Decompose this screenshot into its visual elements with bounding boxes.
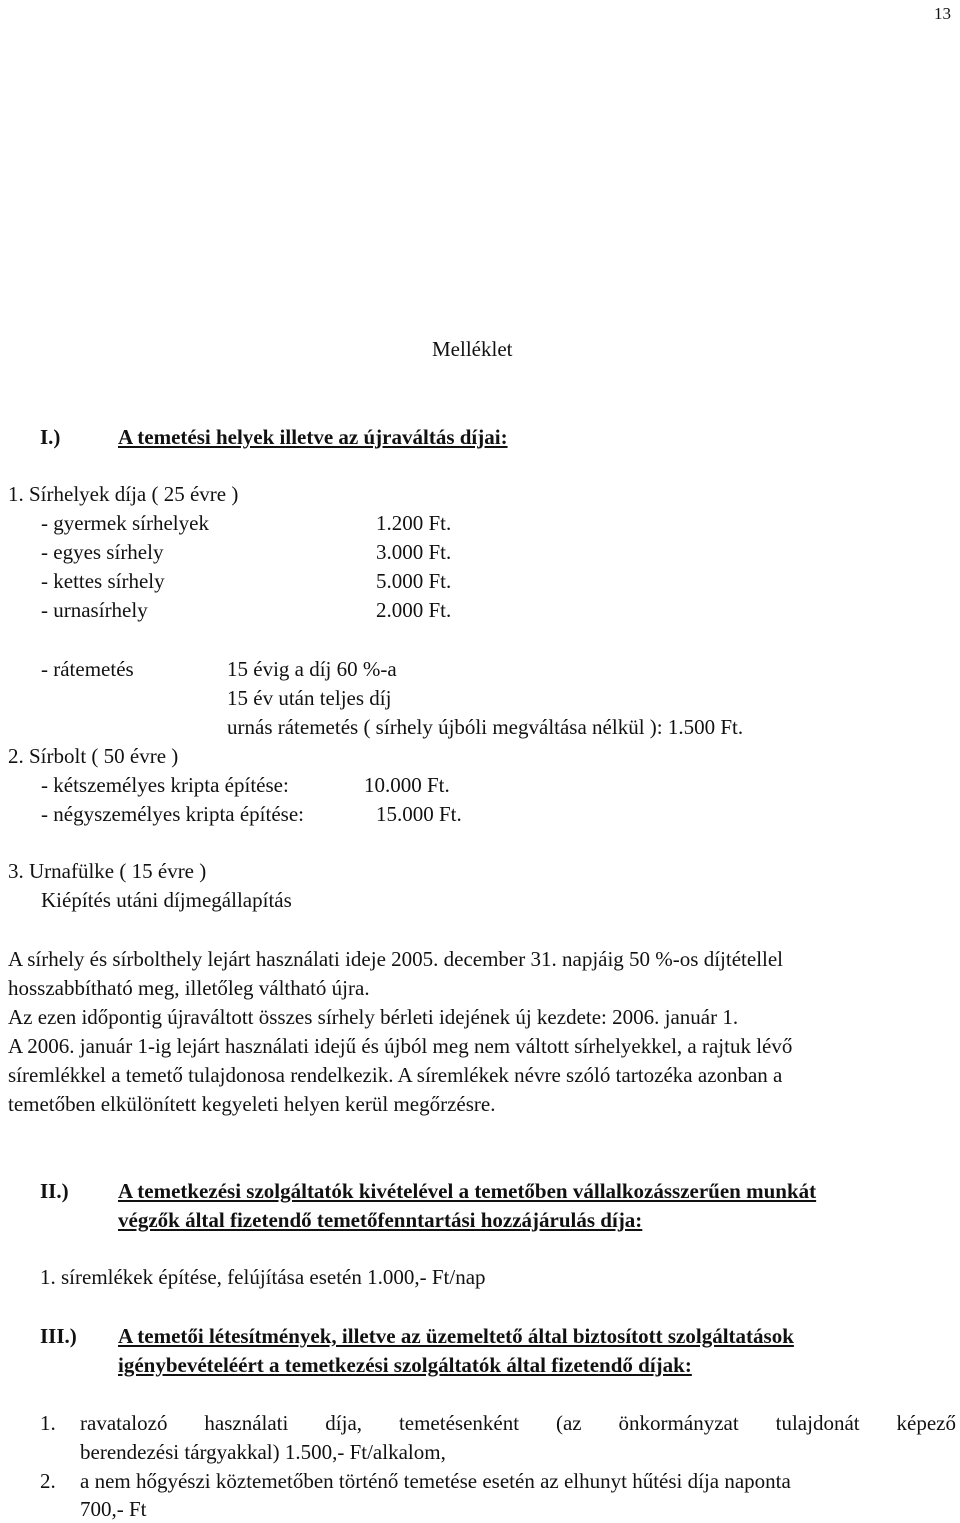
kripta-value: 15.000 Ft. [376, 802, 462, 826]
ratemetes-line: 15 év után teljes díj [227, 686, 392, 710]
section-3-item-number: 2. [40, 1469, 56, 1493]
item-3-subtitle: Kiépítés utáni díjmegállapítás [41, 888, 292, 912]
section-3-item-line: berendezési tárgyakkal) 1.500,- Ft/alkalom, [80, 1440, 446, 1464]
section-3-heading: A temetői létesítmények, illetve az üzemeltető által biztosított szolgáltatások [118, 1324, 794, 1348]
price-value: 1.200 Ft. [376, 511, 452, 535]
section-3-item-line: ravatalozó használati díja, temetésenként (az önkormányzat tulajdonát képező [80, 1411, 956, 1435]
price-label: - gyermek sírhelyek [41, 511, 209, 535]
section-1-heading: A temetési helyek illetve az újraváltás díjai: [118, 425, 508, 449]
kripta-label: - kétszemélyes kripta építése: [41, 773, 289, 797]
section-3-item-line: a nem hőgyészi köztemetőben történő temetése esetén az elhunyt hűtési díja naponta [80, 1469, 791, 1493]
price-value: 2.000 Ft. [376, 598, 452, 622]
paragraph-line: síremlékkel a temető tulajdonosa rendelkezik. A síremlékek névre szóló tartozéka azonban a [8, 1063, 783, 1087]
paragraph-line: A 2006. január 1-ig lejárt használati idejű és újból meg nem váltott sírhelyekkel, a rajtuk lévő [8, 1034, 793, 1058]
page-title: Melléklet [432, 337, 513, 361]
section-1-number: I.) [40, 425, 61, 449]
ratemetes-line: 15 évig a díj 60 %-a [227, 657, 397, 681]
section-2-heading: A temetkezési szolgáltatók kivételével a temetőben vállalkozásszerűen munkát [118, 1179, 817, 1203]
page-number: 13 [934, 4, 951, 23]
section-3-heading: igénybevételéért a temetkezési szolgáltatók által fizetendő díjak: [118, 1353, 692, 1377]
price-label: - egyes sírhely [41, 540, 164, 564]
price-value: 3.000 Ft. [376, 540, 452, 564]
kripta-value: 10.000 Ft. [364, 773, 450, 797]
paragraph-line: A sírhely és sírbolthely lejárt használati ideje 2005. december 31. napjáig 50 %-os díjtétellel [8, 947, 784, 971]
section-2-heading: végzők által fizetendő temetőfenntartási hozzájárulás díja: [118, 1208, 643, 1232]
paragraph-line: temetőben elkülönített kegyeleti helyen kerül megőrzésre. [8, 1092, 496, 1116]
price-label: - kettes sírhely [41, 569, 165, 593]
ratemetes-line: urnás rátemetés ( sírhely újbóli megváltása nélkül ): 1.500 Ft. [227, 715, 744, 739]
item-2-title: 2. Sírbolt ( 50 évre ) [8, 744, 179, 768]
paragraph-line: Az ezen időpontig újraváltott összes sírhely bérleti idejének új kezdete: 2006. január 1. [8, 1005, 739, 1029]
ratemetes-label: - rátemetés [41, 657, 134, 681]
price-value: 5.000 Ft. [376, 569, 452, 593]
section-3-item-line: 700,- Ft [80, 1497, 147, 1521]
price-label: - urnasírhely [41, 598, 148, 622]
item-1-title: 1. Sírhelyek díja ( 25 évre ) [8, 482, 239, 506]
section-3-number: III.) [40, 1324, 77, 1348]
kripta-label: - négyszemélyes kripta építése: [41, 802, 304, 826]
section-2-number: II.) [40, 1179, 69, 1203]
paragraph-line: hosszabbítható meg, illetőleg váltható újra. [8, 976, 370, 1000]
section-2-item: 1. síremlékek építése, felújítása esetén 1.000,- Ft/nap [40, 1265, 486, 1289]
item-3-title: 3. Urnafülke ( 15 évre ) [8, 859, 207, 883]
section-3-item-number: 1. [40, 1411, 56, 1435]
